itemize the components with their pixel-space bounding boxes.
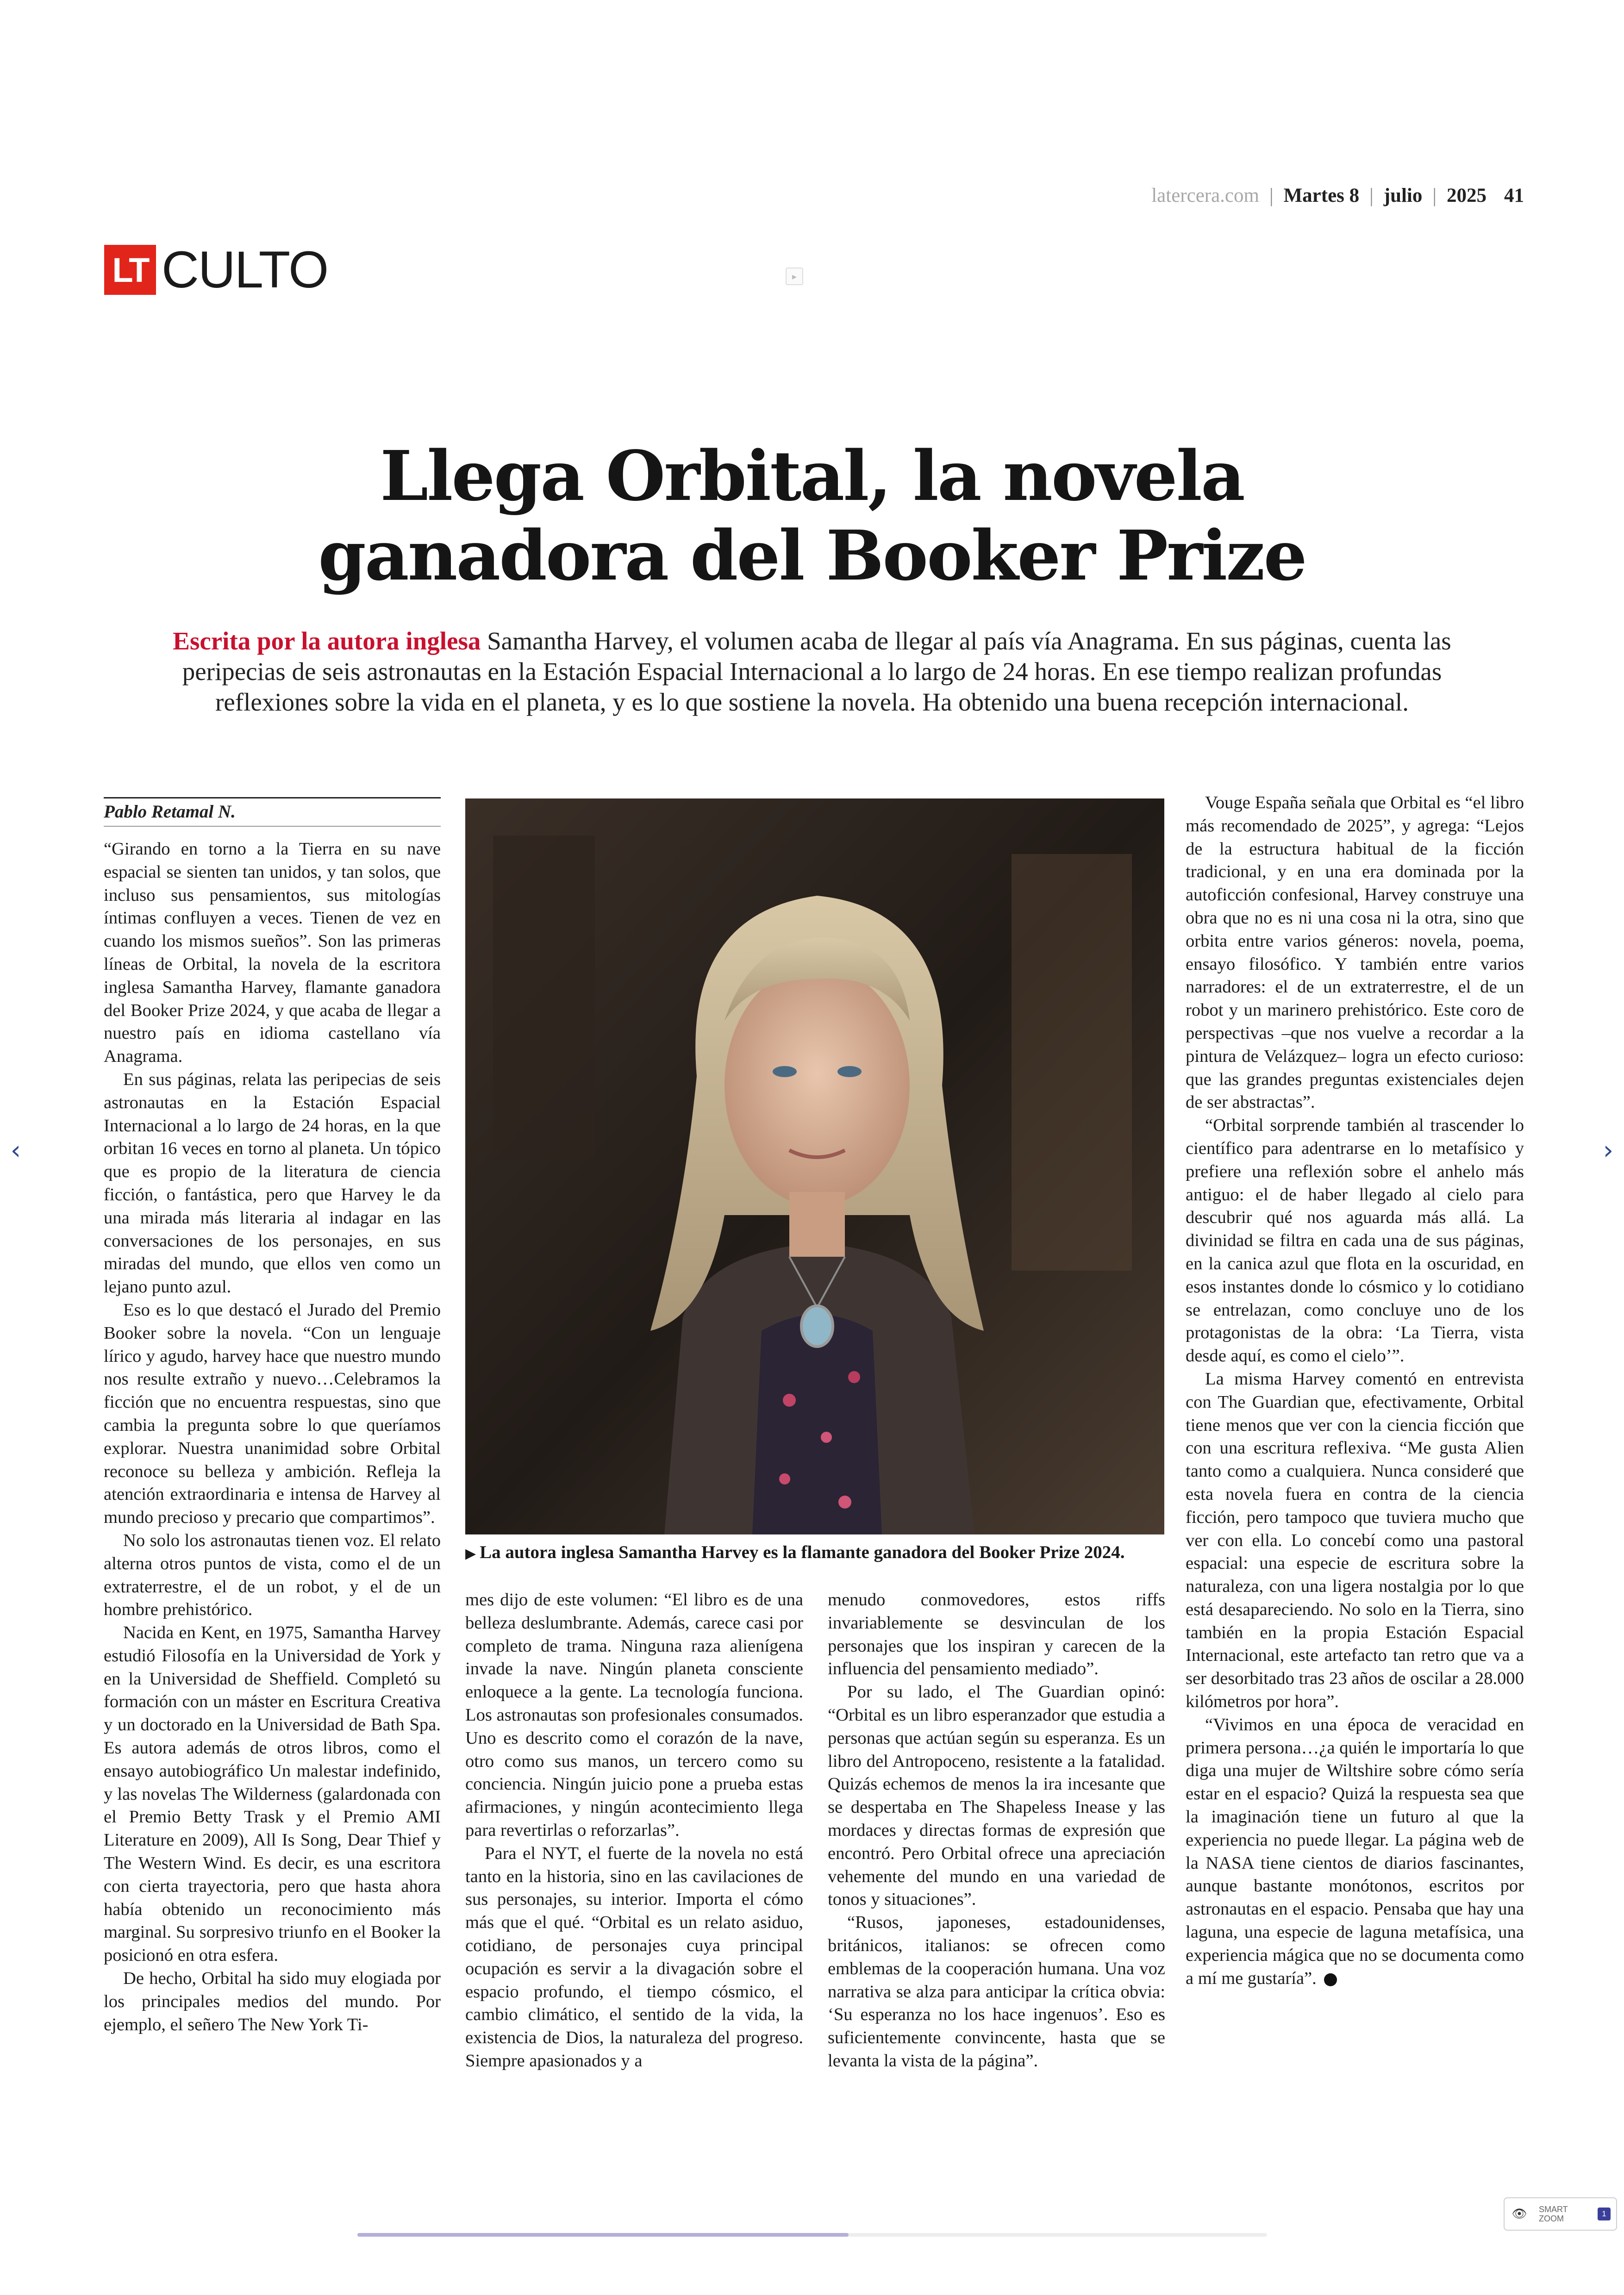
paragraph: De hecho, Orbital ha sido muy elogiada por los principales medios del mundo. Por ejemplo, el señero The New York Ti- <box>104 1969 441 2034</box>
dek-line-1: Samantha Harvey, el volumen acaba de llegar al país vía Anagrama. En sus páginas, cuenta las <box>481 627 1451 655</box>
lt-logo-mark: LT <box>104 245 156 295</box>
author-photo <box>465 798 1164 1534</box>
media-play-icon[interactable]: ▸ <box>786 268 803 285</box>
article-dek <box>116 626 1508 717</box>
issue-day: Martes 8 <box>1283 185 1360 206</box>
issue-month: julio <box>1383 185 1423 206</box>
paragraph: La misma Harvey comentó en entrevista con The Guardian que, efectivamente, Orbital tiene menos que ver con la ciencia ficción que con una escritura reflexiva. “Me gusta Alien tanto como a cualquiera. Nunca consideré que esta novela fuera en contra de la ciencia ficción, pero tampoco que tuviera mucho que ver con ella. Lo concebí como una pastoral espacial: una especie de escritura sobre la naturaleza, con una ligera nostalgia por lo que está desapareciendo. No solo en la Tierra, sino también en la propia Estación Espacial Internacional, este artefacto tan retro que va a ser desorbitado tras 23 años de oscilar a 28.000 kilómetros por hora”. <box>1186 1369 1524 1712</box>
section-logo <box>104 241 328 299</box>
caption-text: La autora inglesa Samantha Harvey es la flamante ganadora del Booker Prize 2024. <box>480 1542 1125 1562</box>
paragraph: Vouge España señala que Orbital es “el libro más recomendado de 2025”, y agrega: “Lejos de la estructura habitual de la ficción tradicional, y en una era dominada por la autoficción confesional, Harvey construye una obra que no es ni una cosa ni la otra, sino que orbita entre varios géneros: novela, poema, ensayo filosófico. Y también entre varios narradores: el de un extraterrestre, el de un robot y un marinero prehistórico. Este coro de perspectivas –que nos vuelve a recordar a la pintura de Velázquez– logra un efecto curioso: que las grandes preguntas existenciales dejen de ser abstractas”. <box>1186 793 1524 1112</box>
paragraph: Por su lado, el The Guardian opinó: “Orbital es un libro esperanzador que estudia a personas que actúan según su esperanza. Es un libro del Antropoceno, resistente a la fatalidad. Quizás echemos de menos la ira incesante que se despertaba en The Shapeless Inease y las mordaces y directas formas de expresión que encontró. Pero Orbital ofrece una apreciación vehemente del mundo en una variedad de tonos y situaciones”. <box>828 1682 1165 1909</box>
site-name: latercera.com <box>1151 185 1259 206</box>
reading-progress-bar[interactable] <box>357 2233 1267 2237</box>
eye-icon: 👁 <box>1512 2207 1527 2221</box>
chevron-left-icon: ‹ <box>10 1135 21 1166</box>
article-column-3 <box>828 1589 1165 2073</box>
previous-page-button[interactable] <box>6 1134 25 1166</box>
smart-zoom-button[interactable] <box>1504 2197 1617 2231</box>
next-page-button[interactable] <box>1599 1134 1618 1166</box>
paragraph: Para el NYT, el fuerte de la novela no está tanto en la historia, sino en las cavilaciones de sus personajes, su interior. Importa el cómo más que el qué. “Orbital es un relato asiduo, cotidiano, de personajes cuya principal ocupación es servir a la divagación sobre el espacio profundo, el tiempo cósmico, el cambio climático, el sentido de la vida, la existencia de Dios, la naturaleza del progreso. Siempre apasionados y a <box>465 1843 803 2070</box>
smart-zoom-badge: 1 <box>1598 2208 1611 2220</box>
paragraph <box>1186 1714 1524 1990</box>
paragraph: No solo los astronautas tienen voz. El relato alterna otros puntos de vista, como el de un extraterrestre, el de un robot, y el de un hombre prehistórico. <box>104 1530 441 1620</box>
page-folio <box>1151 184 1524 207</box>
photo-caption <box>465 1541 1164 1565</box>
paragraph: En sus páginas, relata las peripecias de seis astronautas en la Estación Espacial Internacional a lo largo de 24 horas, en la que orbitan 16 veces en torno al planeta. Un tópico que es propio de la literatura de ciencia ficción, o fantástica, pero que Harvey le da una mirada más literaria al indagar en las conversaciones de los personajes, en sus miradas del mundo, que ellos ven como un lejano punto azul. <box>104 1069 441 1297</box>
title-line-1: Llega Orbital, la novela <box>380 436 1244 516</box>
paragraph: Nacida en Kent, en 1975, Samantha Harvey estudió Filosofía en la Universidad de York y en la Universidad de Sheffield. Completó su formación con un máster en Escritura Creativa y un doctorado en la Universidad de Bath Spa. Es autora además de otros libros, como el ensayo autobiográfico Un malestar indefinido, y las novelas The Wilderness (galardonada con el Premio Betty Trask y el Premio AMI Literature en 2009), All Is Song, Dear Thief y The Western Wind. Es decir, es una escritora con cierta trayectoria, pero que hasta ahora había obtenido un reconocimiento más marginal. Su sorpresivo triunfo en el Booker la posicionó en otra esfera. <box>104 1623 441 1965</box>
smart-zoom-label-line-1: SMART <box>1539 2205 1568 2214</box>
paragraph: “Orbital sorprende también al trascender lo científico para adentrarse en lo metafísico y prefiere una reflexión sobre el anhelo más antiguo: el de haber llegado al cielo para descubrir qué nos aguarda más allá. La divinidad se filtra en cada una de sus páginas, en la canica azul que flota en la oscuridad, en esos instantes donde lo cósmico y lo cotidiano se entrelazan, como concluye uno de los protagonistas de la obra: ‘La Tierra, vista desde aquí, es como el cielo’”. <box>1186 1116 1524 1366</box>
folio-divider: | <box>1432 185 1437 206</box>
article-column-1 <box>104 838 441 2036</box>
page-number: 41 <box>1504 185 1524 206</box>
author-portrait-illustration <box>465 798 1164 1534</box>
folio-divider: | <box>1269 185 1274 206</box>
dek-line-3: reflexiones sobre la vida en el planeta, y es lo que sostiene la novela. Ha obtenido una buena recepción internacional. <box>215 688 1409 716</box>
article-title <box>0 436 1624 595</box>
reading-progress-fill <box>357 2233 849 2237</box>
caption-arrow-icon: ▶ <box>465 1546 476 1562</box>
end-mark-icon <box>1324 1973 1337 1986</box>
article-column-2 <box>465 1589 803 2073</box>
section-name: CULTO <box>162 241 328 299</box>
title-line-2: ganadora del Booker Prize <box>318 515 1306 596</box>
byline: Pablo Retamal N. <box>104 797 441 827</box>
dek-line-2: peripecias de seis astronautas en la Estación Espacial Internacional a lo largo de 24 horas. En ese tiempo realizan profundas <box>182 657 1442 686</box>
paragraph: mes dijo de este volumen: “El libro es de una belleza deslumbrante. Además, carece casi por completo de trama. Ninguna raza alienígena invade la nave. Ningún planeta consciente enloquece a la gente. La tecnología funciona. Los astronautas son profesionales consumados. Uno es descrito como el corazón de la nave, otro como sus manos, un tercero como su conciencia. Ningún juicio pone a prueba estas afirmaciones, y ningún acontecimiento llega para revertirlas o reforzarlas”. <box>465 1590 803 1840</box>
folio-divider: | <box>1369 185 1374 206</box>
paragraph: “Girando en torno a la Tierra en su nave espacial se sienten tan unidos, y tan solos, que incluso sus pensamientos, sus mitologías íntimas confluyen a veces. Tienen de vez en cuando los mismos sueños”. Son las primeras líneas de Orbital, la novela de la escritora inglesa Samantha Harvey, flamante ganadora del Booker Prize 2024, y que acaba de llegar a nuestro país en idioma castellano vía Anagrama. <box>104 839 441 1066</box>
issue-year: 2025 <box>1447 185 1487 206</box>
smart-zoom-label <box>1539 2205 1590 2223</box>
paragraph-text: “Vivimos en una época de veracidad en primera persona…¿a quién le importaría lo que diga una mujer de Wiltshire sobre cómo sería estar en el espacio? Quizá la respuesta sea que la imaginación tiene un futuro al que la experiencia no puede llegar. La página web de la NASA tiene cientos de diarios fascinantes, aunque bastante monótonos, escritos por astronautas en el espacio. Pensaba que hay una laguna, una especie de laguna metafísica, una experiencia mágica que no se documenta como a mí me gustaría”. <box>1186 1715 1524 1988</box>
article-column-4 <box>1186 792 1524 1990</box>
smart-zoom-label-line-2: ZOOM <box>1539 2214 1564 2223</box>
chevron-right-icon: › <box>1603 1135 1614 1166</box>
paragraph: “Rusos, japoneses, estadounidenses, británicos, italianos: se ofrecen como emblemas de la cooperación humana. Una voz narrativa se alza para anticipar la crítica obvia: ‘Su esperanza no los hace ingenuos’. Eso es suficientemente convincente, hasta que se levanta la vista de la página”. <box>828 1913 1165 2070</box>
paragraph: Eso es lo que destacó el Jurado del Premio Booker sobre la novela. “Con un lenguaje lírico y agudo, harvey hace que nuestro mundo nos resulte extraño y nuevo…Celebramos la ficción que no encuentra respuestas, sino que cambia la pregunta sobre lo que queríamos explorar. Nuestra unanimidad sobre Orbital reconoce su belleza y ambición. Refleja la atención extraordinaria e intensa de Harvey al mundo precioso y precario que compartimos”. <box>104 1300 441 1528</box>
paragraph: menudo conmovedores, estos riffs invariablemente se desvinculan de los personajes que los inspiran y carecen de la influencia del pensamiento mediado”. <box>828 1590 1165 1679</box>
dek-lead: Escrita por la autora inglesa <box>173 627 481 655</box>
